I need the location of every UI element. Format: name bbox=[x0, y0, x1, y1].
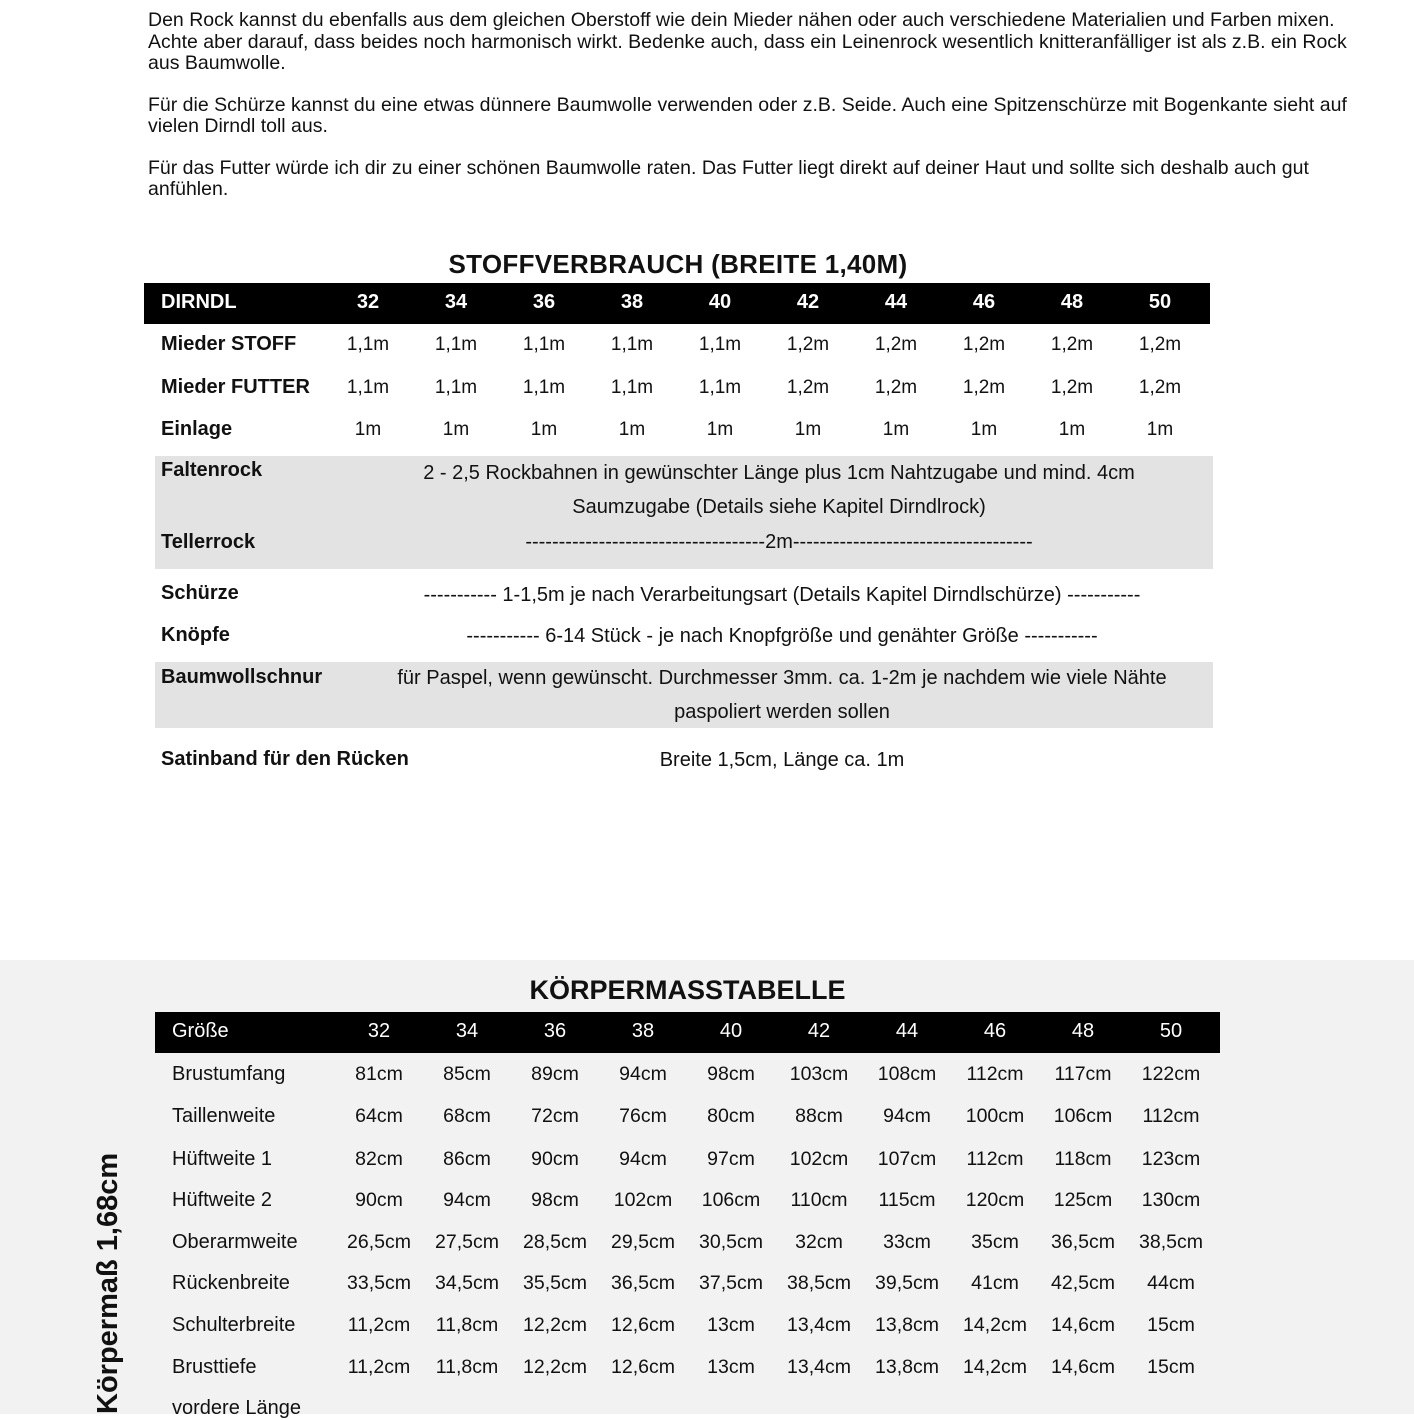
table-cell: 1,1m bbox=[522, 377, 566, 398]
size-header: 32 bbox=[356, 291, 380, 313]
table-cell: 14,2cm bbox=[963, 1356, 1027, 1378]
measure-table-title: KÖRPERMASSTABELLE bbox=[529, 975, 846, 1005]
table-cell: 12,2cm bbox=[523, 1314, 587, 1336]
size-header: 42 bbox=[807, 1020, 831, 1042]
row-label: Brustumfang bbox=[172, 1063, 286, 1085]
size-header: 36 bbox=[532, 291, 556, 313]
fabric-table-title: STOFFVERBRAUCH (BREITE 1,40M) bbox=[448, 249, 908, 279]
size-header: 50 bbox=[1159, 1020, 1183, 1042]
table-cell: 1,1m bbox=[346, 334, 390, 355]
table-cell: 106cm bbox=[1053, 1105, 1113, 1127]
table-cell: 117cm bbox=[1054, 1063, 1112, 1085]
size-header: 36 bbox=[543, 1020, 567, 1042]
table-cell: 80cm bbox=[707, 1105, 755, 1127]
table-cell: 32cm bbox=[795, 1231, 843, 1253]
table-cell: 12,2cm bbox=[523, 1356, 587, 1378]
size-header: 40 bbox=[719, 1020, 743, 1042]
intro-paragraph: Den Rock kannst du ebenfalls aus dem gleichen Oberstoff wie dein Mieder nähen oder auch verschiedene Materialien und Farben mixen. Achte aber darauf, dass beides noch harmonisch wirkt. Bedenke auch, dass ein Leinenrock wesentlich knitteranfälliger ist als z.B. ein Rock aus Baumwolle. bbox=[148, 9, 1347, 74]
table-cell: 90cm bbox=[355, 1189, 403, 1211]
table-cell: 94cm bbox=[883, 1105, 931, 1127]
faltenrock-line1: 2 - 2,5 Rockbahnen in gewünschter Länge plus 1cm Nahtzugabe und mind. 4cm bbox=[423, 462, 1135, 484]
table-cell: 44cm bbox=[1147, 1272, 1195, 1294]
table-cell: 1,2m bbox=[1138, 377, 1182, 398]
table-cell: 102cm bbox=[613, 1189, 673, 1211]
table-cell: 112cm bbox=[1142, 1105, 1200, 1127]
size-header: 50 bbox=[1148, 291, 1172, 313]
table-cell: 38,5cm bbox=[787, 1272, 851, 1294]
table-cell: 15cm bbox=[1147, 1314, 1195, 1336]
table-cell: 13,8cm bbox=[875, 1356, 939, 1378]
size-header: 38 bbox=[620, 291, 644, 313]
table-cell: 107cm bbox=[877, 1148, 937, 1170]
table-cell: 13,4cm bbox=[787, 1314, 851, 1336]
table-cell: 1,1m bbox=[610, 334, 654, 355]
table-cell: 1m bbox=[794, 419, 822, 440]
table-cell: 100cm bbox=[965, 1105, 1025, 1127]
size-header: 34 bbox=[444, 291, 468, 313]
table-cell: 13,4cm bbox=[787, 1356, 851, 1378]
table-cell: 98cm bbox=[531, 1189, 579, 1211]
table-cell: 106cm bbox=[701, 1189, 761, 1211]
header-label: DIRNDL bbox=[161, 291, 237, 313]
size-header: 48 bbox=[1060, 291, 1084, 313]
table-cell: 29,5cm bbox=[611, 1231, 675, 1253]
table-cell: 1,2m bbox=[962, 334, 1006, 355]
table-cell: 1m bbox=[354, 419, 382, 440]
table-cell: 13cm bbox=[707, 1356, 755, 1378]
header-label: Größe bbox=[172, 1020, 229, 1042]
table-cell: 1,2m bbox=[786, 377, 830, 398]
row-label: Taillenweite bbox=[172, 1105, 276, 1127]
table-cell: 112cm bbox=[966, 1148, 1024, 1170]
table-cell: 15cm bbox=[1147, 1356, 1195, 1378]
table-cell: 72cm bbox=[531, 1105, 579, 1127]
row-label: Rückenbreite bbox=[172, 1272, 290, 1294]
table-cell: 1,2m bbox=[1050, 377, 1094, 398]
table-cell: 11,2cm bbox=[347, 1356, 411, 1378]
table-cell: 35cm bbox=[971, 1231, 1019, 1253]
row-label: Mieder FUTTER bbox=[161, 376, 310, 398]
table-cell: 12,6cm bbox=[611, 1314, 675, 1336]
table-cell: 112cm bbox=[966, 1063, 1024, 1085]
table-cell: 1,1m bbox=[698, 334, 742, 355]
intro-paragraph: Für das Futter würde ich dir zu einer schönen Baumwolle raten. Das Futter liegt direkt auf deiner Haut und sollte sich deshalb auch gut anfühlen. bbox=[148, 156, 1309, 200]
table-cell: 42,5cm bbox=[1051, 1272, 1115, 1294]
row-label-satinband: Satinband für den Rücken bbox=[161, 748, 409, 770]
table-cell: 1,2m bbox=[874, 377, 918, 398]
table-cell: 36,5cm bbox=[1051, 1231, 1115, 1253]
table-cell: 11,8cm bbox=[435, 1314, 499, 1336]
table-cell: 120cm bbox=[965, 1189, 1025, 1211]
size-header: 46 bbox=[983, 1020, 1007, 1042]
baumwollschnur-line1: für Paspel, wenn gewünscht. Durchmesser 3mm. ca. 1-2m je nachdem wie viele Nähte bbox=[397, 667, 1167, 689]
table-cell: 13,8cm bbox=[875, 1314, 939, 1336]
intro-text bbox=[148, 10, 1373, 221]
satinband-text: Breite 1,5cm, Länge ca. 1m bbox=[659, 749, 905, 771]
table-cell: 123cm bbox=[1141, 1148, 1201, 1170]
schuerze-text: ----------- 1-1,5m je nach Verarbeitungsart (Details Kapitel Dirndlschürze) ----------- bbox=[423, 584, 1141, 606]
row-label: Schulterbreite bbox=[172, 1314, 296, 1336]
table-cell: 88cm bbox=[795, 1105, 843, 1127]
table-cell: 1m bbox=[706, 419, 734, 440]
table-cell: 90cm bbox=[531, 1148, 579, 1170]
table-cell: 14,6cm bbox=[1051, 1314, 1115, 1336]
row-label-schuerze: Schürze bbox=[161, 582, 239, 604]
table-cell: 94cm bbox=[619, 1063, 667, 1085]
row-label-tellerrock: Tellerrock bbox=[161, 531, 256, 553]
size-header: 40 bbox=[708, 291, 732, 313]
table-cell: 76cm bbox=[619, 1105, 667, 1127]
table-cell: 27,5cm bbox=[435, 1231, 499, 1253]
table-cell: 97cm bbox=[707, 1148, 755, 1170]
table-cell: 1,2m bbox=[962, 377, 1006, 398]
size-header: 44 bbox=[884, 291, 908, 313]
table-cell: 1m bbox=[1058, 419, 1086, 440]
table-cell: 125cm bbox=[1053, 1189, 1113, 1211]
table-cell: 130cm bbox=[1141, 1189, 1201, 1211]
table-cell: 34,5cm bbox=[435, 1272, 499, 1294]
table-cell: 64cm bbox=[355, 1105, 403, 1127]
table-cell: 1,1m bbox=[434, 334, 478, 355]
table-cell: 118cm bbox=[1054, 1148, 1112, 1170]
table-cell: 11,2cm bbox=[347, 1314, 411, 1336]
side-label: Körpermaß 1,68cm bbox=[92, 1152, 124, 1414]
row-label: vordere Länge bbox=[172, 1397, 301, 1419]
table-cell: 98cm bbox=[707, 1063, 755, 1085]
row-label: Brusttiefe bbox=[172, 1356, 257, 1378]
table-cell: 1,1m bbox=[698, 377, 742, 398]
table-cell: 1m bbox=[618, 419, 646, 440]
row-label: Hüftweite 1 bbox=[172, 1148, 273, 1170]
table-cell: 1m bbox=[882, 419, 910, 440]
table-cell: 33,5cm bbox=[347, 1272, 411, 1294]
table-cell: 12,6cm bbox=[611, 1356, 675, 1378]
table-cell: 1,1m bbox=[346, 377, 390, 398]
table-cell: 36,5cm bbox=[611, 1272, 675, 1294]
table-cell: 26,5cm bbox=[347, 1231, 411, 1253]
size-header: 46 bbox=[972, 291, 996, 313]
table-cell: 1,1m bbox=[610, 377, 654, 398]
table-cell: 94cm bbox=[619, 1148, 667, 1170]
table-cell: 39,5cm bbox=[875, 1272, 939, 1294]
table-cell: 102cm bbox=[789, 1148, 849, 1170]
table-cell: 86cm bbox=[443, 1148, 491, 1170]
row-label: Oberarmweite bbox=[172, 1231, 298, 1253]
table-cell: 94cm bbox=[443, 1189, 491, 1211]
table-cell: 1,1m bbox=[522, 334, 566, 355]
table-cell: 1m bbox=[1146, 419, 1174, 440]
table-cell: 1m bbox=[530, 419, 558, 440]
table-cell: 82cm bbox=[355, 1148, 403, 1170]
table-cell: 115cm bbox=[878, 1189, 936, 1211]
table-cell: 122cm bbox=[1141, 1063, 1201, 1085]
row-label: Mieder STOFF bbox=[161, 333, 297, 355]
knoepfe-text: ----------- 6-14 Stück - je nach Knopfgröße und genähter Größe ----------- bbox=[466, 625, 1098, 647]
table-cell: 108cm bbox=[877, 1063, 937, 1085]
table-cell: 1,2m bbox=[874, 334, 918, 355]
size-header: 34 bbox=[455, 1020, 479, 1042]
row-label-faltenrock: Faltenrock bbox=[161, 459, 263, 481]
table-cell: 14,6cm bbox=[1051, 1356, 1115, 1378]
table-cell: 1m bbox=[442, 419, 470, 440]
table-cell: 38,5cm bbox=[1139, 1231, 1203, 1253]
size-header: 32 bbox=[367, 1020, 391, 1042]
table-cell: 1,2m bbox=[786, 334, 830, 355]
baumwollschnur-line2: paspoliert werden sollen bbox=[674, 701, 890, 723]
size-header: 48 bbox=[1071, 1020, 1095, 1042]
table-cell: 28,5cm bbox=[523, 1231, 587, 1253]
table-cell: 89cm bbox=[531, 1063, 579, 1085]
table-cell: 1,2m bbox=[1138, 334, 1182, 355]
table-cell: 1,1m bbox=[434, 377, 478, 398]
size-header: 42 bbox=[796, 291, 820, 313]
table-cell: 13cm bbox=[707, 1314, 755, 1336]
table-cell: 1m bbox=[970, 419, 998, 440]
table-cell: 1,2m bbox=[1050, 334, 1094, 355]
table-cell: 68cm bbox=[443, 1105, 491, 1127]
table-cell: 30,5cm bbox=[699, 1231, 763, 1253]
tellerrock-text: ------------------------------------2m------------------------------------ bbox=[525, 531, 1033, 553]
size-header: 38 bbox=[631, 1020, 655, 1042]
table-cell: 33cm bbox=[883, 1231, 931, 1253]
row-label-baumwollschnur: Baumwollschnur bbox=[161, 666, 323, 688]
row-label: Hüftweite 2 bbox=[172, 1189, 273, 1211]
table-cell: 35,5cm bbox=[523, 1272, 587, 1294]
table-cell: 11,8cm bbox=[435, 1356, 499, 1378]
table-cell: 41cm bbox=[971, 1272, 1019, 1294]
row-label: Einlage bbox=[161, 418, 233, 440]
faltenrock-line2: Saumzugabe (Details siehe Kapitel Dirndlrock) bbox=[572, 496, 986, 518]
table-cell: 81cm bbox=[355, 1063, 403, 1085]
table-cell: 37,5cm bbox=[699, 1272, 763, 1294]
table-cell: 14,2cm bbox=[963, 1314, 1027, 1336]
row-label-knoepfe: Knöpfe bbox=[161, 624, 230, 646]
size-header: 44 bbox=[895, 1020, 919, 1042]
intro-paragraph: Für die Schürze kannst du eine etwas dünnere Baumwolle verwenden oder z.B. Seide. Auch eine Spitzenschürze mit Bogenkante sieht auf vielen Dirndl toll aus. bbox=[148, 93, 1347, 137]
table-cell: 110cm bbox=[790, 1189, 848, 1211]
table-cell: 85cm bbox=[443, 1063, 491, 1085]
table-cell: 103cm bbox=[789, 1063, 849, 1085]
